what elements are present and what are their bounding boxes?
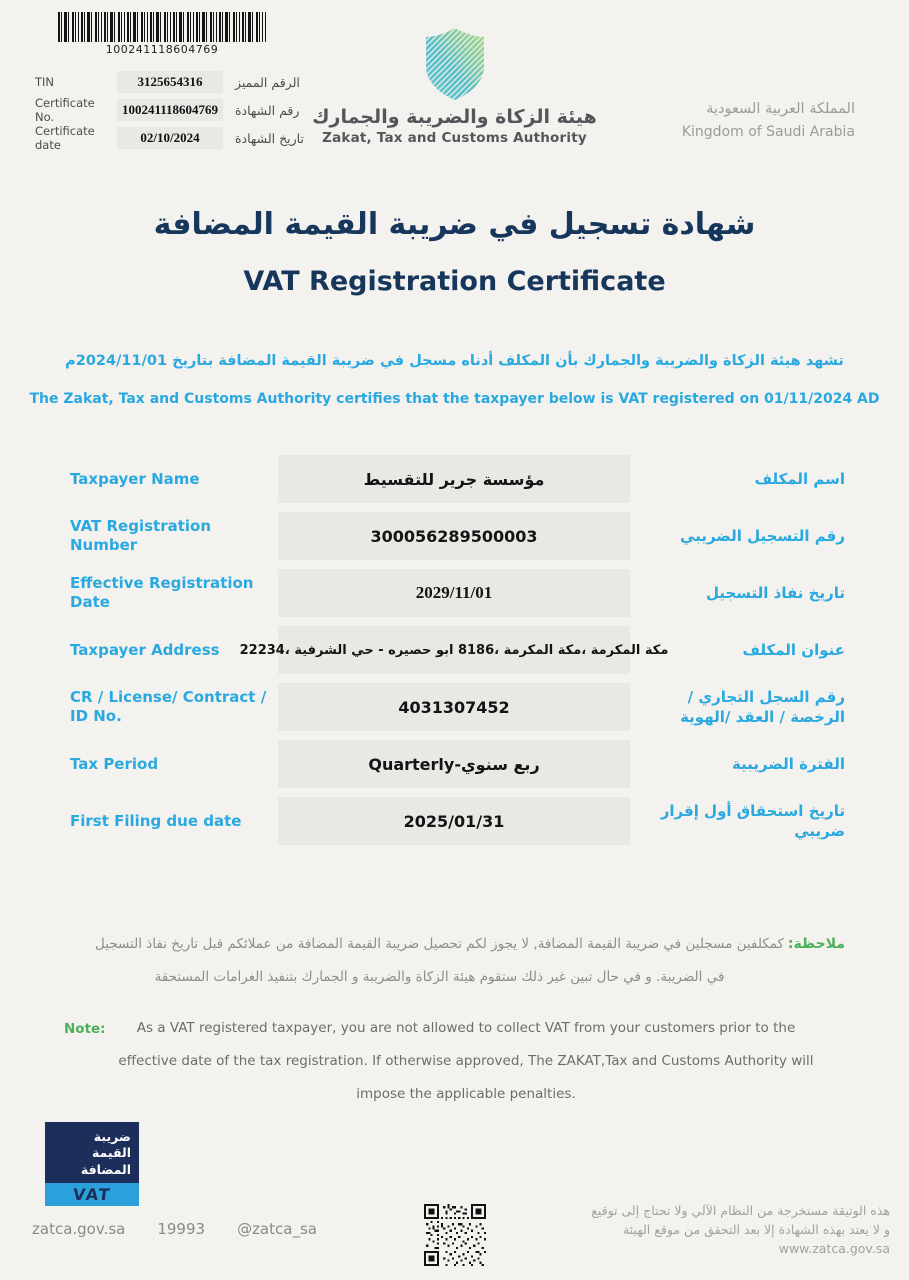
first-filing-label-ar: تاريخ استحقاق أول إقرار ضريبي <box>660 801 845 840</box>
disclaimer-line2: و لا يعتد بهذه الشهادة إلا بعد التحقق من موقع الهيئة <box>622 1222 890 1237</box>
cr-license-value-box <box>278 683 630 731</box>
form-row-vat-number <box>0 512 909 560</box>
cr-license-label-en: CR / License/ Contract / ID No. <box>70 688 267 725</box>
tin-value: 3125654316 <box>137 74 203 89</box>
qr-code <box>424 1204 486 1266</box>
taxpayer-address-value-box <box>239 626 669 674</box>
vat-logo-line1: ضريبة <box>93 1129 131 1144</box>
cr-license-label-ar: رقم السجل التجاري / الرخصة / العقد /الهوية <box>680 687 845 726</box>
note-text-arabic: كمكلفين مسجلين في ضريبة القيمة المضافة, لا يجوز لكم تحصيل ضريبة القيمة المضافة من عملائكم قبل تاريخ نفاذ التسجيل في الضريبة. و في حال تبين غير ذلك ستقوم هيئة الزكاة والضريبة و الجمارك بتنفيذ الغرامات المستحقة <box>95 936 784 985</box>
footer-links <box>32 1220 317 1238</box>
certificate-title-english: VAT Registration Certificate <box>243 266 666 297</box>
registration-details-form <box>0 455 909 854</box>
note-english <box>0 1012 909 1111</box>
authority-name-arabic: هيئة الزكاة والضريبة والجمارك <box>312 106 597 128</box>
tin-label-ar: الرقم المميز <box>235 74 300 90</box>
form-row-first-filing <box>0 797 909 845</box>
form-row-cr-license <box>0 683 909 731</box>
certificate-no-value: 100241118604769 <box>121 102 219 117</box>
note-label-english: Note: <box>64 1021 106 1037</box>
note-label-arabic: ملاحظة: <box>787 936 845 952</box>
certificate-date-label-en: Certificate date <box>35 124 95 152</box>
vat-logo-line3: المضافة <box>80 1161 131 1177</box>
footer-website: zatca.gov.sa <box>32 1220 126 1238</box>
zatca-shield-icon <box>423 26 487 102</box>
first-filing-label-en: First Filing due date <box>70 811 242 830</box>
kingdom-name-arabic: المملكة العربية السعودية <box>706 101 855 117</box>
tax-period-label-en: Tax Period <box>70 754 159 773</box>
certificate-no-label-ar: رقم الشهادة <box>235 102 300 118</box>
effective-date-label-ar: تاريخ نفاذ التسجيل <box>705 583 845 602</box>
tax-period-value: ربع سنوي-Quarterly <box>368 754 540 774</box>
first-filing-value-box <box>278 797 630 845</box>
form-row-taxpayer-name <box>0 455 909 503</box>
tin-label-en: TIN <box>35 75 55 89</box>
vat-logo-text: VAT <box>72 1184 112 1204</box>
vat-number-value: 300056289500003 <box>370 526 538 546</box>
vat-number-label-en: VAT Registration Number <box>70 517 212 554</box>
tax-period-label-ar: الفترة الضريبية <box>732 754 845 773</box>
certification-statement-arabic: تشهد هيئة الزكاة والضريبة والجمارك بأن المكلف أدناه مسجل في ضريبة القيمة المضافة بتاريخ 2024/11/01م <box>65 353 844 369</box>
vat-number-label-ar: رقم التسجيل الضريبي <box>680 526 845 545</box>
form-row-effective-date <box>0 569 909 617</box>
cr-license-value: 4031307452 <box>398 697 510 717</box>
vat-logo-strip <box>45 1183 139 1206</box>
barcode-number: 100241118604769 <box>105 43 219 56</box>
form-row-tax-period <box>0 740 909 788</box>
form-row-taxpayer-address <box>0 626 909 674</box>
first-filing-value: 2025/01/31 <box>403 811 505 831</box>
certificate-no-label-en: Certificate No. <box>35 96 95 124</box>
taxpayer-name-label-en: Taxpayer Name <box>70 469 200 488</box>
taxpayer-address-value: مكة المكرمة ،مكة المكرمة ،8186 ابو حصيره - حي الشرفية ،22234 <box>239 642 669 658</box>
vat-logo-line2: القيمة <box>91 1145 131 1161</box>
disclaimer-line3: www.zatca.gov.sa <box>778 1241 890 1256</box>
taxpayer-address-label-ar: عنوان المكلف <box>742 640 845 659</box>
authority-name-english: Zakat, Tax and Customs Authority <box>322 130 587 146</box>
footer-social-handle: @zatca_sa <box>237 1220 317 1238</box>
certificate-date-value: 02/10/2024 <box>140 130 200 145</box>
vat-number-value-box <box>278 512 630 560</box>
note-text-english: As a VAT registered taxpayer, you are not allowed to collect VAT from your customers prior to the effective date of the tax registration. If otherwise approved, The ZAKAT,Tax and Customs Authority will impose the applicable penalties. <box>118 1020 814 1102</box>
kingdom-name-english: Kingdom of Saudi Arabia <box>681 124 855 140</box>
certificate-title-arabic: شهادة تسجيل في ضريبة القيمة المضافة <box>153 207 756 242</box>
effective-date-label-en: Effective Registration Date <box>70 574 254 611</box>
taxpayer-name-value: مؤسسة جرير للتقسيط <box>363 469 545 489</box>
effective-date-value: 2029/11/01 <box>415 583 493 602</box>
tax-period-value-box <box>278 740 630 788</box>
disclaimer-line1: هذه الوثيقة مستخرجة من النظام الآلي ولا تحتاج إلى توقيع <box>591 1203 890 1218</box>
taxpayer-name-value-box <box>278 455 630 503</box>
vat-logo-arabic-block <box>45 1122 139 1183</box>
effective-date-value-box <box>278 569 630 617</box>
footer-disclaimer <box>591 1201 890 1258</box>
vat-logo <box>45 1122 139 1206</box>
certification-statement-english: The Zakat, Tax and Customs Authority certifies that the taxpayer below is VAT registered on 01/11/2024 AD <box>29 391 880 407</box>
certificate-date-label-ar: تاريخ الشهادة <box>235 130 304 146</box>
taxpayer-name-label-ar: اسم المكلف <box>754 469 845 488</box>
footer-phone: 19993 <box>157 1220 206 1238</box>
taxpayer-address-label-en: Taxpayer Address <box>70 640 220 659</box>
kingdom-block <box>682 101 855 140</box>
